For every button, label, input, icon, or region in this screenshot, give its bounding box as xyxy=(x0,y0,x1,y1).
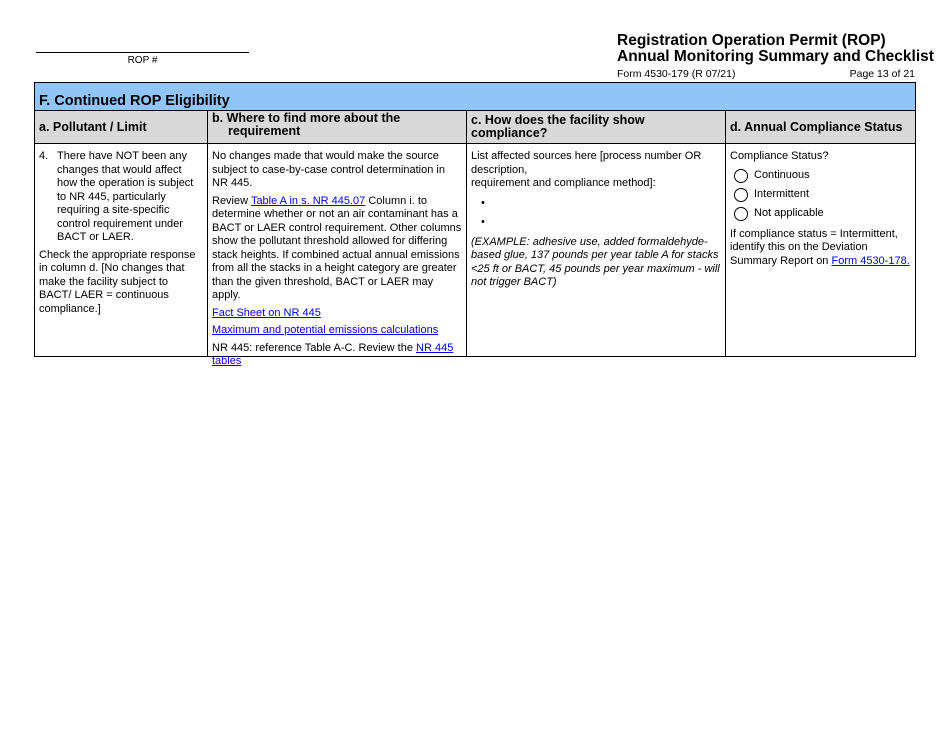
pollutant-cell xyxy=(35,144,208,356)
status-cell xyxy=(726,144,915,356)
reference-p2-text: Column i. to determine whether or not an air contaminant has a BACT or LAER control requirement. Other columns show the pollutant threshold allowed for differing stack heights. If combined actual annual emissions from all the stacks in a height category are greater than the given threshold, BACT or LAER may apply. xyxy=(212,194,462,301)
reference-cell xyxy=(208,144,467,367)
form-title-block xyxy=(617,32,934,80)
reference-paragraph-1: No changes made that would make the source subject to case-by-case control determination in NR 445. xyxy=(212,150,445,189)
fact-sheet-link[interactable]: Fact Sheet on NR 445 xyxy=(212,306,321,319)
status-option-label: Not applicable xyxy=(754,206,824,219)
page-number: Page 13 of 21 xyxy=(849,68,915,80)
column-header-pollutant: a. Pollutant / Limit xyxy=(35,111,208,143)
status-option-not-applicable[interactable] xyxy=(730,207,911,221)
form-subtitle: Annual Monitoring Summary and Checklist xyxy=(617,48,934,65)
column-header-b-line1: b. Where to find more about the xyxy=(212,111,401,125)
form-meta xyxy=(617,68,915,80)
compliance-instructions-1: List affected sources here [process number OR description, xyxy=(471,150,702,176)
rop-number-label: ROP # xyxy=(127,55,158,66)
status-option-continuous[interactable] xyxy=(730,169,911,183)
deviation-form-link[interactable]: Form 4530-178. xyxy=(831,254,910,267)
column-header-status: d. Annual Compliance Status xyxy=(730,119,903,134)
compliance-example: (EXAMPLE: adhesive use, added formaldehyde-based glue, 137 pounds per year table A for stacks <25 ft or BACT, 45 pounds per year maximum - will not trigger BACT) xyxy=(471,235,720,288)
item-number: 4. xyxy=(39,150,49,162)
table-row xyxy=(35,144,915,367)
reference-p2-lead: Review xyxy=(212,194,251,207)
item-text: There have NOT been any changes that would affect how the operation is subject to NR 445, particularly requiring a site-specific control requirement under BACT or LAER. xyxy=(57,150,194,243)
reference-paragraph-2 xyxy=(212,195,462,303)
source-bullet-2[interactable]: • xyxy=(481,216,485,228)
table-a-link[interactable]: Table A in s. NR 445.07 xyxy=(250,194,366,207)
emissions-calculations-link[interactable]: Maximum and potential emissions calculations xyxy=(212,324,439,336)
nr-445-tables-link[interactable]: NR 445 tables xyxy=(212,341,454,367)
column-header-b-line2: requirement xyxy=(228,124,301,138)
eligibility-table xyxy=(34,82,916,367)
column-header-where-to-find xyxy=(208,111,467,143)
status-note xyxy=(730,228,911,269)
item-4 xyxy=(39,150,203,245)
column-header-row xyxy=(35,111,915,144)
section-title: F. Continued ROP Eligibility xyxy=(35,83,915,111)
column-header-compliance: c. How does the facility show compliance? xyxy=(467,111,726,143)
item-note: Check the appropriate response in column d. [No changes that make the facility subject to BACT/ LAER = continuous compliance.] xyxy=(39,248,196,315)
source-bullet-1[interactable]: • xyxy=(481,196,485,209)
compliance-instructions-2: requirement and compliance method]: xyxy=(471,177,656,189)
status-option-label: Intermittent xyxy=(754,187,810,200)
status-prompt: Compliance Status? xyxy=(730,150,829,162)
reference-p5-lead: NR 445: reference Table A-C. Review the xyxy=(212,341,417,354)
radio-button-icon[interactable] xyxy=(734,188,748,202)
status-note-text: If compliance status = Intermittent, identify this on the Deviation Summary Report on xyxy=(730,227,898,267)
rop-number-line xyxy=(36,52,249,53)
reference-paragraph-5 xyxy=(212,342,462,369)
radio-button-icon[interactable] xyxy=(734,169,748,183)
form-number: Form 4530-179 (R 07/21) xyxy=(617,68,736,80)
form-title: Registration Operation Permit (ROP) xyxy=(617,32,886,49)
status-option-intermittent[interactable] xyxy=(730,188,911,202)
status-option-label: Continuous xyxy=(754,168,810,181)
compliance-cell[interactable] xyxy=(467,144,726,356)
radio-button-icon[interactable] xyxy=(734,207,748,221)
